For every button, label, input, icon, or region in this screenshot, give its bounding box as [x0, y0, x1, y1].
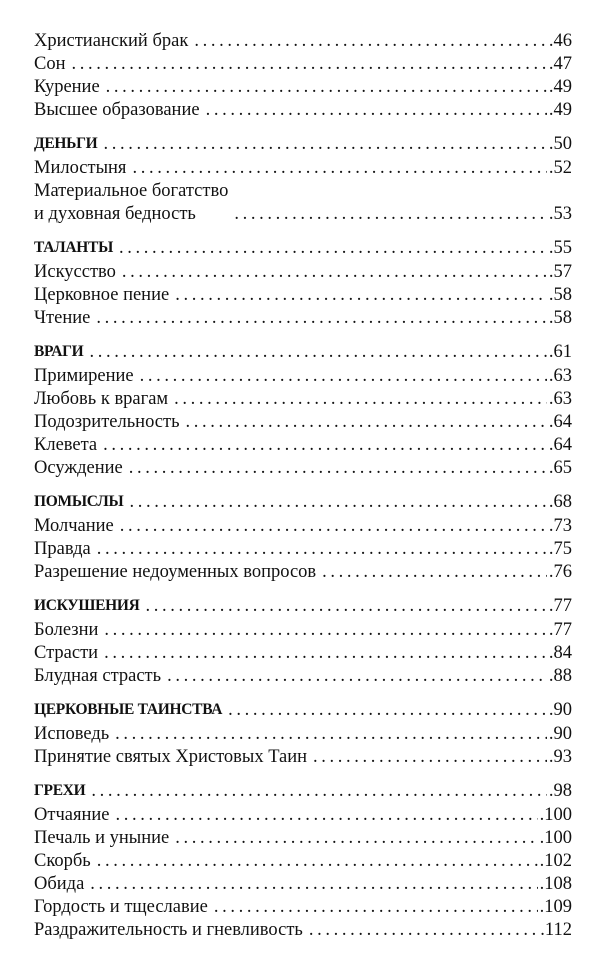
dot-leader — [119, 235, 547, 261]
heading-title: ДЕНЬГИ — [34, 135, 98, 152]
dot-leader — [106, 76, 547, 99]
toc-entry[interactable] — [34, 457, 572, 480]
dot-leader — [146, 593, 547, 619]
toc-entry[interactable] — [34, 723, 572, 746]
toc-entry[interactable] — [34, 919, 572, 942]
entry-title: Клевета — [34, 435, 98, 455]
page-number: .55 — [548, 238, 572, 258]
dot-leader — [309, 919, 538, 942]
dot-leader — [104, 619, 546, 642]
toc-entry[interactable] — [34, 642, 572, 665]
dot-leader — [140, 365, 547, 388]
toc-entry[interactable] — [34, 873, 572, 896]
heading-title: ЦЕРКОВНЫЕ ТАИНСТВА — [34, 701, 223, 718]
toc-entry[interactable] — [34, 827, 572, 850]
page-number: .109 — [539, 897, 572, 917]
page-number: .77 — [548, 620, 572, 640]
dot-leader — [322, 561, 547, 584]
page-number: .68 — [548, 492, 572, 512]
dot-leader — [97, 538, 547, 561]
heading-title: ИСКУШЕНИЯ — [34, 597, 140, 614]
entry-title: Искусство — [34, 262, 116, 282]
toc-entry[interactable] — [34, 619, 572, 642]
heading-title: ВРАГИ — [34, 343, 84, 360]
page-number: .77 — [548, 596, 572, 616]
entry-title: Подозрительность — [34, 412, 180, 432]
page-number: .100 — [539, 805, 572, 825]
toc-heading[interactable] — [34, 593, 572, 619]
entry-title: Страсти — [34, 643, 99, 663]
entry-title: Христианский брак — [34, 31, 189, 51]
toc-heading[interactable] — [34, 235, 572, 261]
page-number: .108 — [539, 874, 572, 894]
toc-entry[interactable] — [34, 746, 572, 769]
page-number: .61 — [548, 342, 572, 362]
page-number: .46 — [548, 31, 572, 51]
dot-leader — [167, 665, 547, 688]
entry-title: Отчаяние — [34, 805, 110, 825]
page-number: .57 — [548, 262, 572, 282]
dot-leader — [120, 515, 547, 538]
entry-title: Молчание — [34, 516, 114, 536]
entry-title: Милостыня — [34, 158, 127, 178]
page-number: .88 — [548, 666, 572, 686]
entry-title: Правда — [34, 539, 91, 559]
toc-entry[interactable] — [34, 99, 572, 122]
dot-leader — [175, 284, 547, 307]
dot-leader — [103, 131, 546, 157]
dot-leader — [194, 30, 547, 53]
page-number: .49 — [548, 77, 572, 97]
toc-section — [34, 30, 572, 122]
toc-entry[interactable] — [34, 561, 572, 584]
toc-entry[interactable] — [34, 538, 572, 561]
toc-entry[interactable] — [34, 261, 572, 284]
entry-title: Любовь к врагам — [34, 389, 169, 409]
page-number: .98 — [548, 781, 572, 801]
page-number: .63 — [548, 389, 572, 409]
dot-leader — [90, 873, 537, 896]
dot-leader — [103, 434, 547, 457]
dot-leader — [91, 778, 546, 804]
entry-title: Церковное пение — [34, 285, 170, 305]
toc-section-sacraments — [34, 697, 572, 769]
dot-leader — [122, 261, 547, 284]
toc-heading[interactable] — [34, 339, 572, 365]
dot-leader — [104, 642, 547, 665]
dot-leader — [115, 804, 537, 827]
dot-leader — [129, 457, 547, 480]
page-number: .64 — [548, 435, 572, 455]
entry-title: Раздражительность и гневливость — [34, 920, 303, 940]
page-number: .53 — [548, 204, 572, 224]
entry-title: Обида — [34, 874, 85, 894]
dot-leader — [115, 723, 547, 746]
page-number: .47 — [548, 54, 572, 74]
dot-leader — [234, 203, 547, 226]
entry-title: Принятие святых Христовых Таин — [34, 747, 308, 767]
entry-title: Исповедь — [34, 724, 110, 744]
page-number: .102 — [539, 851, 572, 871]
dot-leader — [206, 99, 547, 122]
dot-leader — [228, 697, 547, 723]
dot-leader — [174, 388, 547, 411]
toc-entry[interactable] — [34, 850, 572, 873]
toc-section-talents — [34, 235, 572, 330]
dot-leader — [132, 157, 546, 180]
entry-title: Болезни — [34, 620, 99, 640]
heading-title: ГРЕХИ — [34, 782, 86, 799]
toc-section-thoughts — [34, 489, 572, 584]
entry-title: Сон — [34, 54, 66, 74]
dot-leader — [96, 307, 547, 330]
toc-heading[interactable] — [34, 697, 572, 723]
dot-leader — [175, 827, 537, 850]
page-number: .50 — [548, 134, 572, 154]
toc-entry[interactable] — [34, 180, 572, 226]
dot-leader — [214, 896, 538, 919]
entry-title: Высшее образование — [34, 100, 200, 120]
page-number: .93 — [548, 747, 572, 767]
page-number: .52 — [548, 158, 572, 178]
entry-title: Блудная страсть — [34, 666, 162, 686]
toc-entry[interactable] — [34, 157, 572, 180]
dot-leader — [72, 53, 547, 76]
toc-section-money — [34, 131, 572, 226]
toc-entry[interactable] — [34, 804, 572, 827]
toc-section-sins — [34, 778, 572, 942]
dot-leader — [313, 746, 547, 769]
page-number: .58 — [548, 285, 572, 305]
toc-entry[interactable] — [34, 515, 572, 538]
toc-entry[interactable] — [34, 284, 572, 307]
dot-leader — [186, 411, 547, 434]
heading-title: ПОМЫСЛЫ — [34, 493, 124, 510]
toc-entry[interactable] — [34, 30, 572, 53]
toc-entry[interactable] — [34, 307, 572, 330]
entry-title: Примирение — [34, 366, 134, 386]
toc-entry[interactable] — [34, 411, 572, 434]
page-number: .49 — [548, 100, 572, 120]
page-number: .112 — [540, 920, 572, 940]
toc-entry[interactable] — [34, 388, 572, 411]
dot-leader — [129, 489, 546, 515]
page-number: .63 — [548, 366, 572, 386]
toc-entry[interactable] — [34, 76, 572, 99]
page-number: .100 — [539, 828, 572, 848]
entry-title: Осуждение — [34, 458, 123, 478]
page-number: .75 — [548, 539, 572, 559]
page-number: .76 — [548, 562, 572, 582]
toc-entry[interactable] — [34, 434, 572, 457]
page-number: .84 — [548, 643, 572, 663]
table-of-contents — [34, 30, 572, 951]
page-number: .64 — [548, 412, 572, 432]
entry-title: Курение — [34, 77, 100, 97]
toc-entry[interactable] — [34, 53, 572, 76]
toc-entry[interactable] — [34, 665, 572, 688]
dot-leader — [97, 850, 538, 873]
page-number: .65 — [548, 458, 572, 478]
toc-entry[interactable] — [34, 365, 572, 388]
page-number: .90 — [548, 724, 572, 744]
entry-title: Печаль и уныние — [34, 828, 170, 848]
entry-title: Гордость и тщеславие — [34, 897, 208, 917]
toc-section-temptations — [34, 593, 572, 688]
page-number: .73 — [548, 516, 572, 536]
toc-section-enemies — [34, 339, 572, 480]
entry-title: Материальное богатство и духовная бедность — [34, 181, 229, 224]
heading-title: ТАЛАНТЫ — [34, 239, 114, 256]
page-number: .90 — [548, 700, 572, 720]
page-number: .58 — [548, 308, 572, 328]
toc-heading[interactable] — [34, 489, 572, 515]
toc-entry[interactable] — [34, 896, 572, 919]
entry-title: Разрешение недоуменных вопросов — [34, 562, 317, 582]
toc-heading[interactable] — [34, 131, 572, 157]
toc-heading[interactable] — [34, 778, 572, 804]
entry-title: Чтение — [34, 308, 91, 328]
entry-title: Скорбь — [34, 851, 91, 871]
dot-leader — [89, 339, 546, 365]
